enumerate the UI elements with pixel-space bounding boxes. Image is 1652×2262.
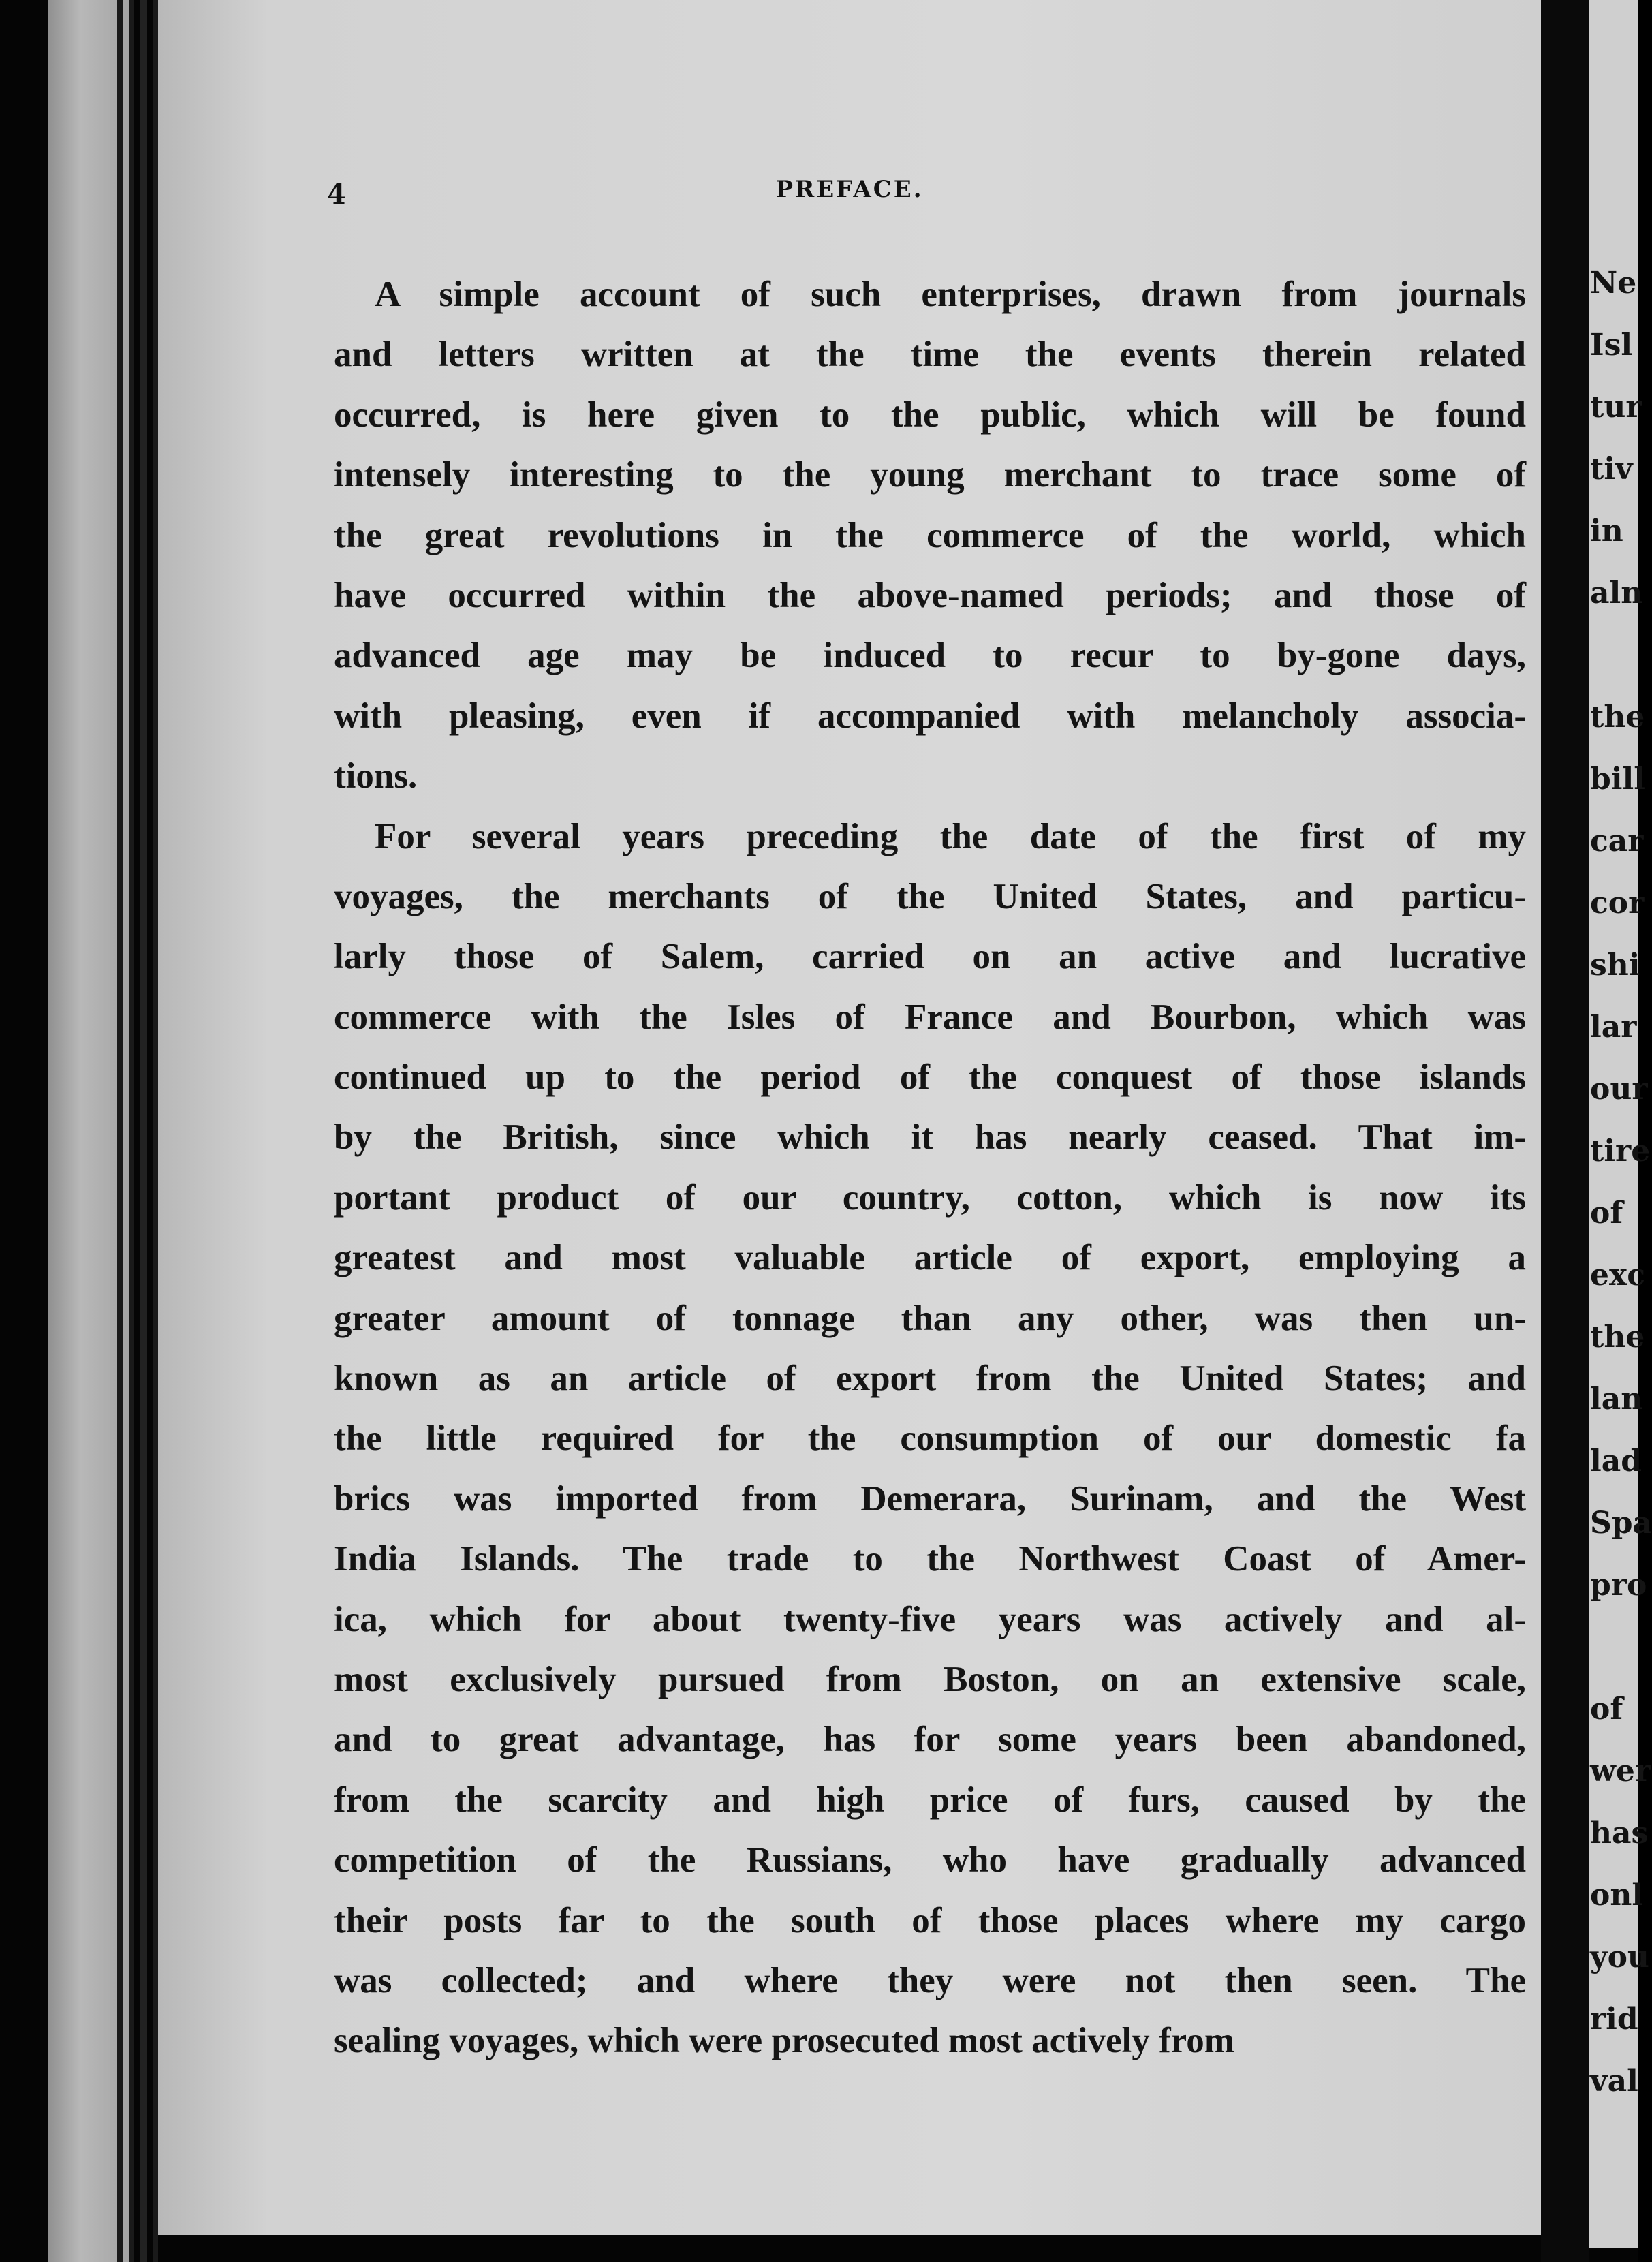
adjacent-page-text: rid xyxy=(1590,2002,1638,2036)
text-line: greater amount of tonnage than any other, was then un- xyxy=(334,1298,1526,1338)
adjacent-page-text: Ne xyxy=(1590,266,1637,300)
adjacent-page-text: aln xyxy=(1590,576,1643,610)
adjacent-page-text: Isl xyxy=(1590,328,1633,362)
text-line: with pleasing, even if accompanied with melancholy associa- xyxy=(334,696,1526,736)
adjacent-page-text: lad xyxy=(1590,1444,1642,1478)
text-line: by the British, since which it has nearly ceased. That im- xyxy=(334,1117,1526,1158)
text-line: brics was imported from Demerara, Surinam, and the West xyxy=(334,1478,1526,1519)
adjacent-page-text: you xyxy=(1590,1940,1649,1974)
adjacent-page-text: onl xyxy=(1590,1878,1644,1912)
adjacent-page-text: Spa xyxy=(1590,1506,1652,1540)
adjacent-page-text: lan xyxy=(1590,1382,1643,1416)
text-line: For several years preceding the date of the first of my xyxy=(375,816,1526,856)
page-edge-line xyxy=(117,0,123,2262)
text-line: occurred, is here given to the public, which will be found xyxy=(334,394,1526,435)
adjacent-page-text: car xyxy=(1590,824,1644,858)
adjacent-page-text: of xyxy=(1590,1196,1623,1230)
text-line: larly those of Salem, carried on an active and lucrative xyxy=(334,937,1526,977)
adjacent-page-text: the xyxy=(1590,1320,1645,1354)
text-line: tions. xyxy=(334,756,418,796)
text-line: their posts far to the south of those places where my cargo xyxy=(334,1900,1526,1940)
adjacent-page-text: cor xyxy=(1590,886,1645,920)
adjacent-page-text: has xyxy=(1590,1816,1649,1850)
page-edge-line xyxy=(129,0,134,2262)
text-line: greatest and most valuable article of export, employing a xyxy=(334,1238,1526,1278)
text-line: and letters written at the time the events therein related xyxy=(334,335,1526,375)
running-head: PREFACE. xyxy=(775,176,924,203)
page-edge-line xyxy=(153,0,158,2262)
text-line: intensely interesting to the young merchant to trace some of xyxy=(334,455,1526,495)
adjacent-page-text: of xyxy=(1590,1692,1623,1726)
page-edge-line xyxy=(140,0,147,2262)
adjacent-page-text: tire xyxy=(1590,1134,1651,1168)
adjacent-page-text: the xyxy=(1590,700,1645,734)
adjacent-page-text: lar xyxy=(1590,1010,1637,1044)
body-text xyxy=(334,264,1526,2071)
text-line: and to great advantage, has for some years been abandoned, xyxy=(334,1720,1526,1760)
text-line: A simple account of such enterprises, drawn from journals xyxy=(375,275,1526,314)
paragraph xyxy=(334,807,1526,2071)
adjacent-page-text: exc xyxy=(1590,1258,1646,1292)
text-line: have occurred within the above-named periods; and those of xyxy=(334,575,1526,615)
adjacent-page-text: our xyxy=(1590,1072,1648,1106)
text-line: commerce with the Isles of France and Bourbon, which was xyxy=(334,997,1526,1037)
adjacent-page-text: tiv xyxy=(1590,452,1633,486)
text-line: most exclusively pursued from Boston, on an extensive scale, xyxy=(334,1659,1526,1699)
text-line: sealing voyages, which were prosecuted most actively from xyxy=(334,2021,1234,2061)
text-line: voyages, the merchants of the United States, and particu- xyxy=(334,876,1526,916)
book-gutter xyxy=(1541,0,1589,2262)
text-line: was collected; and where they were not then seen. The xyxy=(334,1960,1526,2000)
adjacent-page-text: in xyxy=(1590,514,1623,548)
text-line: advanced age may be induced to recur to by-gone days, xyxy=(334,636,1526,676)
text-line: the great revolutions in the commerce of the world, which xyxy=(334,515,1526,555)
text-line: ica, which for about twenty-five years was actively and al- xyxy=(334,1599,1526,1639)
adjacent-page-fragment xyxy=(1589,0,1652,2248)
text-line: India Islands. The trade to the Northwest Coast of Amer- xyxy=(334,1539,1526,1579)
adjacent-page-text: pro xyxy=(1590,1568,1647,1602)
text-line: from the scarcity and high price of furs, caused by the xyxy=(334,1780,1526,1820)
adjacent-page-text: tur xyxy=(1590,390,1642,424)
adjacent-page-text: bill xyxy=(1590,762,1645,796)
adjacent-page-text: val xyxy=(1590,2064,1638,2098)
text-line: competition of the Russians, who have gradually advanced xyxy=(334,1840,1526,1880)
text-line: portant product of our country, cotton, which is now its xyxy=(334,1177,1526,1218)
text-line: known as an article of export from the United States; and xyxy=(334,1359,1526,1399)
text-line: the little required for the consumption of our domestic fa xyxy=(334,1419,1526,1459)
paragraph xyxy=(334,264,1526,807)
adjacent-page-text: shi xyxy=(1590,948,1640,982)
text-line: continued up to the period of the conquest of those islands xyxy=(334,1057,1526,1098)
adjacent-page-text: wer xyxy=(1590,1754,1651,1788)
page-number: 4 xyxy=(327,179,346,211)
